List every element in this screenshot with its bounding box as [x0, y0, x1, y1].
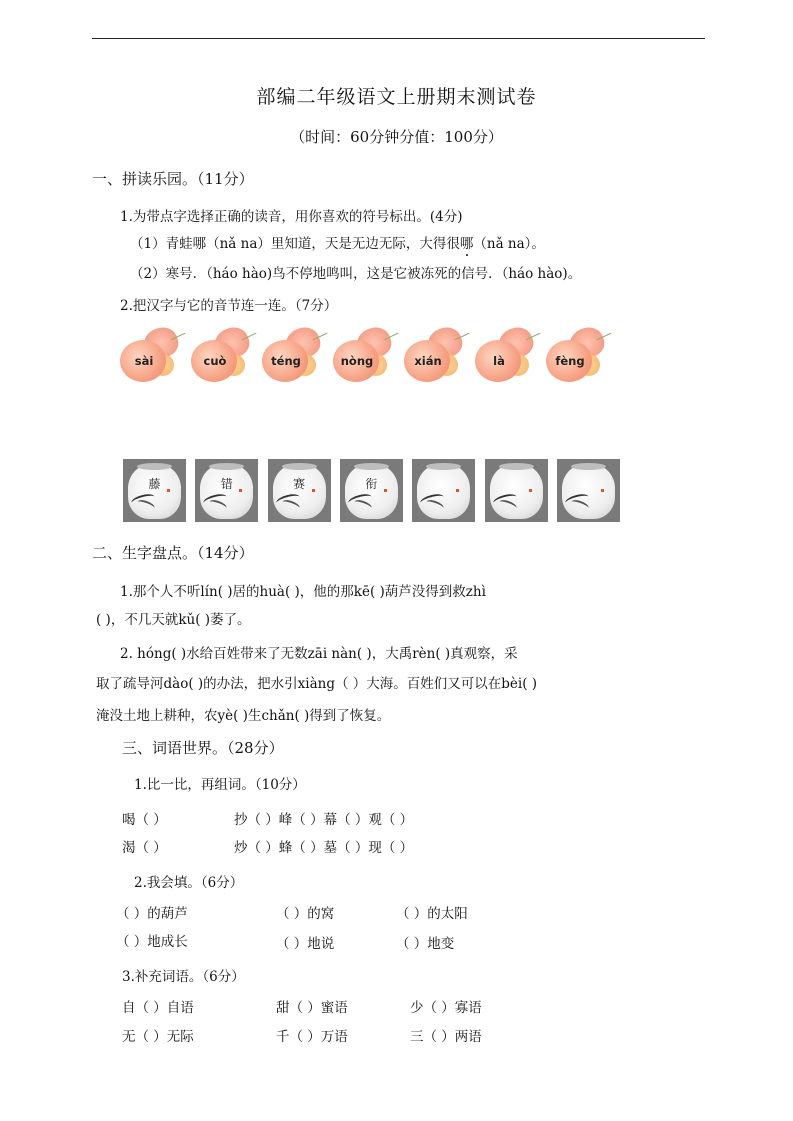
sec1-q1b-pre: （2）寒号 [130, 266, 193, 282]
sec1-q2: 2.把汉字与它的音节连一连。（7分） [120, 298, 338, 314]
hanzi-label: 赛 [293, 477, 306, 491]
sec3-word-2b: 千（ ）万语 [276, 1029, 348, 1045]
sec1-q1b-post: （háo hào)鸟不停地鸣叫，这是它被冻死的信号．（háo hào)。 [206, 266, 582, 282]
sec3-q1: 1.比一比，再组词。（10分） [134, 777, 306, 793]
jar-rim [426, 463, 461, 470]
jar-rim [282, 463, 317, 470]
sec2-line-3: 2. hóng( )水给百姓带来了无数zāi nàn( )，大禹rèn( )真观察，采 [120, 646, 518, 662]
jar-card [268, 459, 331, 522]
hanzi-label: 错 [220, 477, 233, 491]
jar-rim [209, 463, 244, 470]
sec2-line-2: ( )，不几天就kǔ( )萎了。 [96, 612, 251, 628]
butterfly-card [254, 328, 324, 384]
sec3-row-1b: 抄（ ）峰（ ）幕（ ）观（ ） [234, 812, 414, 828]
sec2-line-1: 1.那个人不听lín( )居的huà( )，他的那kē( )葫芦没得到救zhì [120, 584, 486, 600]
pinyin-label: sài [134, 354, 154, 368]
sec3-word-1c: 少（ ）寡语 [410, 1000, 482, 1016]
jar-rim [499, 463, 534, 470]
hanzi-label: 衔 [365, 477, 378, 491]
sec3-fill-1b: （ ）的窝 [276, 906, 335, 922]
section-3-heading: 三、词语世界。（28分） [122, 739, 284, 757]
pinyin-label: nòng [340, 354, 374, 368]
sec3-fill-2b: （ ）地说 [276, 936, 335, 952]
jar-card [485, 459, 548, 522]
jar-icon [490, 464, 543, 519]
sec3-word-1a: 自（ ）自语 [122, 1000, 194, 1016]
jar-card [412, 459, 475, 522]
sec3-word-1b: 甜（ ）蜜语 [276, 1000, 348, 1016]
seal-icon [456, 489, 459, 492]
jar-icon [562, 464, 615, 519]
butterfly-card [112, 328, 182, 384]
jar-card [123, 459, 186, 522]
pinyin-label: cuò [203, 354, 227, 368]
butterfly-card [538, 328, 608, 384]
butterfly-card [325, 328, 395, 384]
sec1-q1a-pre: （1）青蛙哪（nǎ na）里知道，天是无边无际，大得很 [130, 236, 460, 252]
pinyin-label: là [493, 354, 505, 368]
sec3-word-2c: 三（ ）两语 [410, 1029, 482, 1045]
sec1-q1a-post: （nǎ na）。 [473, 236, 545, 252]
sec3-row-1a: 喝（ ） [122, 812, 167, 828]
pinyin-label: téng [271, 354, 301, 368]
jar-icon [417, 464, 470, 519]
seal-icon [601, 489, 604, 492]
jar-rim [571, 463, 606, 470]
section-2-heading: 二、生字盘点。（14分） [92, 544, 254, 562]
butterfly-card [467, 328, 537, 384]
page-subtitle: （时间：60分钟分值：100分） [290, 128, 503, 146]
butterfly-card [396, 328, 466, 384]
page-title: 部编二年级语文上册期末测试卷 [256, 86, 537, 108]
sec3-fill-1a: （ ）的葫芦 [116, 906, 188, 922]
jar-card [557, 459, 620, 522]
sec3-q3: 3.补充词语。（6分） [122, 969, 245, 985]
jar-rim [354, 463, 389, 470]
sec3-row-2b: 炒（ ）蜂（ ）墓（ ）现（ ） [234, 840, 414, 856]
sec3-word-2a: 无（ ）无际 [122, 1029, 194, 1045]
jar-card [340, 459, 403, 522]
sec3-fill-2a: （ ）地成长 [116, 934, 188, 950]
sec1-q1b-dotted: ． [192, 266, 207, 282]
header-rule [92, 38, 705, 39]
sec3-row-2a: 渴（ ） [122, 840, 167, 856]
pinyin-label: fèng [555, 354, 585, 368]
jar-card [195, 459, 258, 522]
sec1-q1b [130, 262, 581, 282]
jar-rim [137, 463, 172, 470]
sec1-q1: 1.为带点字选择正确的读音，用你喜欢的符号标出。(4分) [120, 209, 463, 225]
section-1-heading: 一、拼读乐园。（11分） [92, 170, 254, 188]
sec3-q2: 2.我会填。（6分） [134, 875, 244, 891]
hanzi-label: 藤 [148, 477, 161, 491]
butterfly-card [183, 328, 253, 384]
sec1-q1a [130, 232, 545, 252]
sec1-q1a-dotted: 哪 [459, 236, 474, 252]
sec2-line-5: 淹没土地上耕种，农yè( )生chǎn( )得到了恢复。 [96, 708, 391, 724]
sec3-fill-2c: （ ）地变 [396, 936, 455, 952]
sec2-line-4: 取了疏导河dào( )的办法，把水引xiàng（ ）大海。百姓们又可以在bèi( ) [96, 676, 538, 692]
pinyin-label: xián [414, 354, 442, 368]
seal-icon [529, 489, 532, 492]
sec3-fill-1c: （ ）的太阳 [396, 906, 468, 922]
